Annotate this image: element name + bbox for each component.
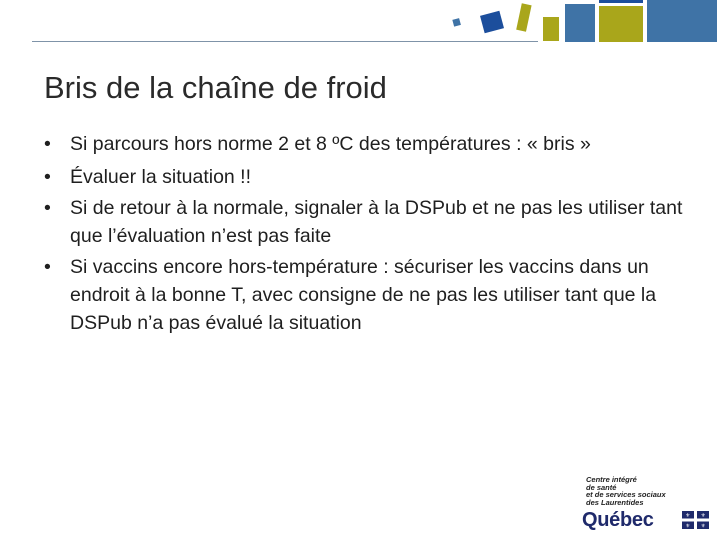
svg-text:⚜: ⚜ — [685, 513, 691, 520]
bullet-text: Si parcours hors norme 2 et 8 ºC des températures : « bris » — [70, 133, 591, 155]
slide-title: Bris de la chaîne de froid — [44, 70, 387, 105]
bullet-text: Si de retour à la normale, signaler à la DSPub et ne pas les utiliser tant que l’évaluation n’est pas faite — [70, 197, 683, 247]
olive-square-shape — [599, 6, 643, 42]
logo-line: de santé — [586, 482, 617, 492]
quebec-flag-icon — [682, 511, 709, 529]
olive-block-shape — [543, 17, 559, 41]
olive-bar-shape — [516, 3, 531, 31]
navy-bar-shape — [599, 0, 643, 3]
logo-organization-text — [586, 476, 666, 506]
svg-text:⚜: ⚜ — [700, 523, 706, 529]
blue-block-shape — [565, 4, 595, 42]
svg-text:⚜: ⚜ — [685, 523, 691, 529]
large-blue-block-shape — [647, 0, 717, 42]
logo-line: des Laurentides — [586, 497, 644, 507]
bullet-text: Si vaccins encore hors-température : sécuriser les vaccins dans un endroit à la bonne T, avec consigne de ne pas les utiliser tant que la DSPub n’a pas évalué la situation — [70, 256, 657, 334]
list-item — [44, 253, 684, 337]
list-item — [44, 130, 684, 158]
bullet-icon: • — [44, 166, 51, 188]
quebec-wordmark: Québec — [582, 509, 654, 531]
bullet-icon: • — [44, 133, 51, 155]
bullet-text: Évaluer la situation !! — [70, 166, 252, 188]
small-square-shape — [452, 18, 461, 27]
tilted-square-shape — [480, 11, 504, 34]
bullet-icon: • — [44, 197, 51, 219]
header-decoration — [440, 0, 720, 48]
list-item — [44, 163, 684, 191]
bullet-list — [44, 130, 684, 342]
svg-text:⚜: ⚜ — [700, 513, 706, 520]
logo-line: et de services sociaux — [586, 490, 666, 500]
logo-line: Centre intégré — [586, 475, 637, 484]
cisss-logo — [582, 476, 712, 532]
bullet-icon: • — [44, 256, 51, 278]
list-item — [44, 194, 684, 250]
